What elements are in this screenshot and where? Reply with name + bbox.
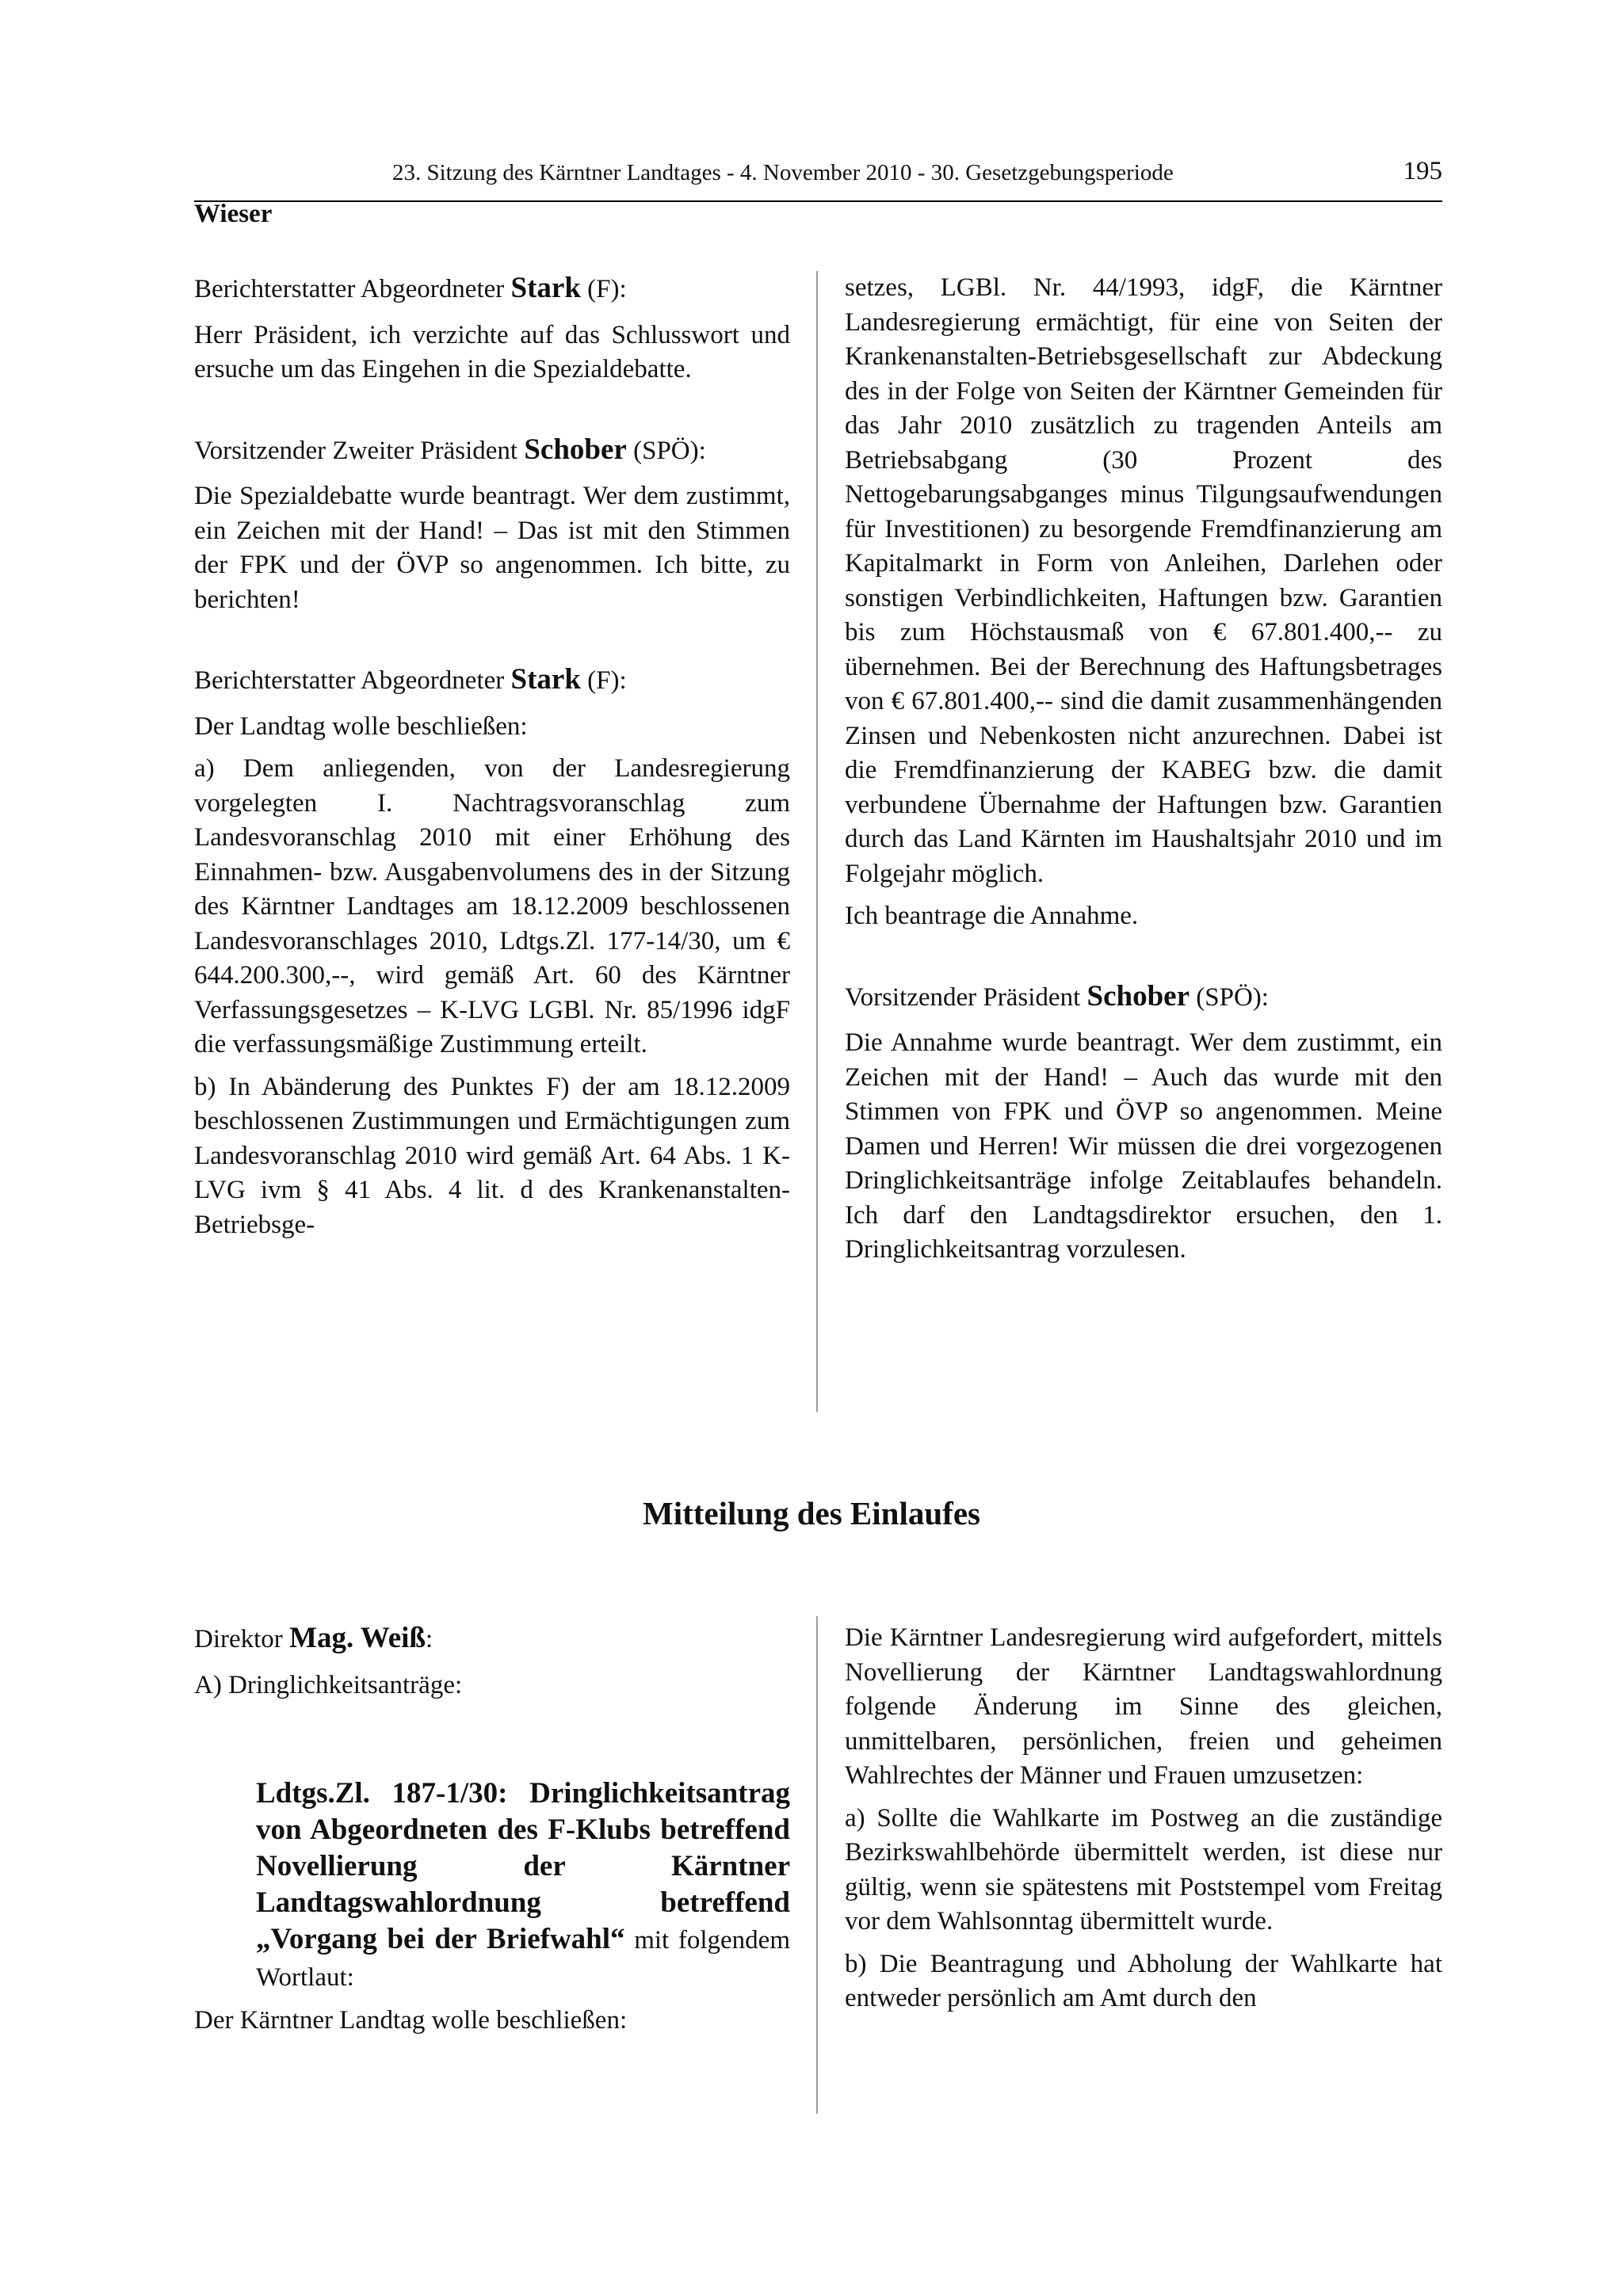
section-heading: Mitteilung des Einlaufes — [643, 1495, 980, 1531]
paragraph: a) Sollte die Wahlkarte im Postweg an die zuständige Bezirkswahlbehörde übermittelt werden, ist diese nur gültig, wenn sie spätestens mit Poststempel vom Freitag vor dem Wahlsonntag übermittelt wurde. — [845, 1803, 1442, 1936]
paragraph-continued: setzes, LGBl. Nr. 44/1993, idgF, die Kärntner Landesregierung ermächtigt, für eine von Seiten der Krankenanstalten-Betriebsgesellschaft zur Abdeckung des in der Folge von Seiten der Kärntner Gemeinden für das Jahr 2010 zusätzlich zu tragenden Anteils am Betriebsabgang (30 Prozent des Nettogebarungsabganges minus Tilgungsaufwendungen für Investitionen) zu besorgende Fremdfinanzierung am Kapitalmarkt in Form von Anleihen, Darlehen oder sonstigen Verbindlichkeiten, Haftungen bzw. Garantien bis zum Höchstausmaß von € 67.801.400,-- zu übernehmen. Bei der Berechnung des Haftungsbetrages von € 67.801.400,-- sind die damit zusammenhängenden Zinsen und Nebenkosten nicht anzurechnen. Dabei ist die Fremdfinanzierung der KABEG bzw. die damit verbundene Übernahme der Haftungen bzw. Garantien durch das Land Kärnten im Haushaltsjahr 2010 und im Folgejahr möglich. — [845, 273, 1442, 888]
paragraph: Die Spezialdebatte wurde beantragt. Wer dem zustimmt, ein Zeichen mit der Hand! – Das ist mit den Stimmen der FPK und der ÖVP so angenommen. Ich bitte, zu berichten! — [194, 482, 790, 614]
column-divider — [816, 1616, 818, 2114]
paragraph: Herr Präsident, ich verzichte auf das Schlusswort und ersuche um das Eingehen in die Spezialdebatte. — [194, 320, 790, 383]
running-speaker-name: Wieser — [194, 200, 273, 228]
upper-right-column — [845, 271, 1442, 1276]
motion-title: Ldtgs.Zl. 187-1/30: Dringlichkeitsantrag von Abgeordneten des F-Klubs betreffend Novellierung der Kärntner Landtagswahlordnung betreffend „Vorgang bei der Briefwahl“ mit folgendem Wortlaut: — [256, 1777, 790, 1992]
paragraph: Der Landtag wolle beschließen: — [194, 711, 528, 741]
paragraph: Ich beantrage die Annahme. — [845, 902, 1139, 930]
page-number: 195 — [1403, 157, 1442, 185]
column-divider — [816, 271, 818, 1412]
speaker-line: Vorsitzender Zweiter Präsident Schober (SPÖ): — [194, 433, 706, 466]
paragraph: Die Kärntner Landesregierung wird aufgefordert, mittels Novellierung der Kärntner Landtagswahlordnung folgende Änderung im Sinne des gleichen, unmittelbaren, persönlichen, freien und geheimen Wahlrechtes der Männer und Frauen umzusetzen: — [845, 1623, 1442, 1790]
speaker-line: Berichterstatter Abgeordneter Stark (F): — [194, 663, 627, 696]
speaker-line: Direktor Mag. Weiß: — [194, 1622, 433, 1654]
header-title: 23. Sitzung des Kärntner Landtages - 4. November 2010 - 30. Gesetzgebungsperiode — [392, 160, 1174, 185]
lower-left-column — [194, 1621, 790, 2046]
paragraph: b) In Abänderung des Punktes F) der am 18.12.2009 beschlossenen Zustimmungen und Ermächtigungen zum Landesvoranschlag 2010 wird gemäß Art. 64 Abs. 1 K-LVG ivm § 41 Abs. 4 lit. d des Krankenanstalten-Betriebsge- — [194, 1072, 790, 1239]
paragraph: a) Dem anliegenden, von der Landesregierung vorgelegten I. Nachtragsvoranschlag zum Landesvoranschlag 2010 mit einer Erhöhung des Einnahmen- bzw. Ausgabenvolumens des in der Sitzung des Kärntner Landtages am 18.12.2009 beschlossenen Landesvoranschlages 2010, Ldtgs.Zl. 177-14/30, um € 644.200.300,--, wird gemäß Art. 60 des Kärntner Verfassungsgesetzes – K-LVG LGBl. Nr. 85/1996 idgF die verfassungsmäßige Zustimmung erteilt. — [194, 754, 790, 1058]
upper-left-column — [194, 271, 790, 1242]
page-header — [194, 157, 1442, 202]
paragraph: A) Dringlichkeitsanträge: — [194, 1670, 463, 1699]
lower-right-column — [845, 1621, 1442, 2016]
paragraph: Die Annahme wurde beantragt. Wer dem zustimmt, ein Zeichen mit der Hand! – Auch das wurde mit den Stimmen von FPK und ÖVP so angenommen. Meine Damen und Herren! Wir müssen die drei vorgezogenen Dringlichkeitsanträge infolge Zeitablaufes behandeln. Ich darf den Landtagsdirektor ersuchen, den 1. Dringlichkeitsantrag vorzulesen. — [845, 1028, 1442, 1264]
speaker-line: Vorsitzender Präsident Schober (SPÖ): — [845, 979, 1269, 1013]
paragraph: Der Kärntner Landtag wolle beschließen: — [194, 2006, 628, 2035]
paragraph: b) Die Beantragung und Abholung der Wahlkarte hat entweder persönlich am Amt durch den — [845, 1949, 1442, 2012]
speaker-line: Berichterstatter Abgeordneter Stark (F): — [194, 272, 627, 304]
